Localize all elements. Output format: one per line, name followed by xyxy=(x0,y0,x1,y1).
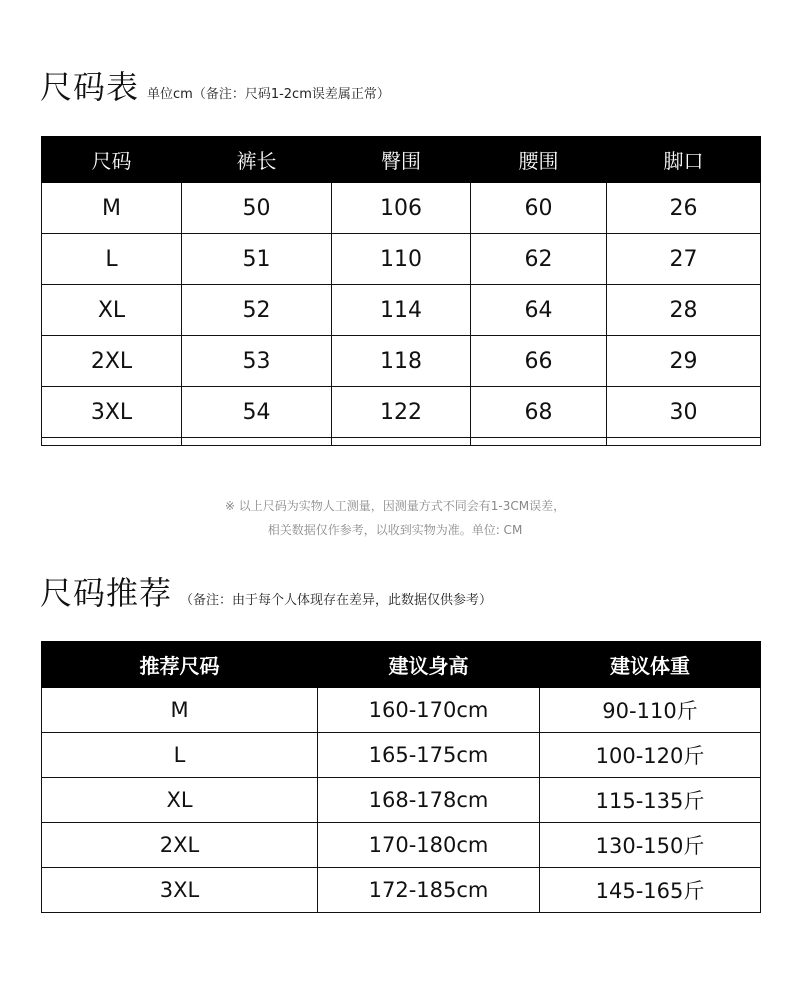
size-chart-header-row xyxy=(42,137,761,183)
size-cell: 3XL xyxy=(42,387,182,438)
hip-cell: 110 xyxy=(332,234,471,285)
suggested-height-cell: 168-178cm xyxy=(318,778,540,823)
table-row xyxy=(42,778,761,823)
suggested-weight-cell: 130-150斤 xyxy=(540,823,761,868)
suggested-weight-cell: 90-110斤 xyxy=(540,688,761,733)
table-row xyxy=(42,234,761,285)
size-cell: L xyxy=(42,234,182,285)
suggested-height-cell: 160-170cm xyxy=(318,688,540,733)
recommendation-title: 尺码推荐 xyxy=(40,574,173,612)
hip-cell: 122 xyxy=(332,387,471,438)
spacer-cell xyxy=(607,438,761,446)
table-row xyxy=(42,387,761,438)
leg-opening-cell: 30 xyxy=(607,387,761,438)
header-waist: 腰围 xyxy=(471,137,607,183)
pants-length-cell: 52 xyxy=(182,285,332,336)
leg-opening-cell: 27 xyxy=(607,234,761,285)
recommended-size-cell: L xyxy=(42,733,318,778)
leg-opening-cell: 28 xyxy=(607,285,761,336)
suggested-weight-cell: 115-135斤 xyxy=(540,778,761,823)
waist-cell: 60 xyxy=(471,183,607,234)
recommended-size-cell: XL xyxy=(42,778,318,823)
table-spacer-row xyxy=(42,438,761,446)
waist-cell: 64 xyxy=(471,285,607,336)
spacer-cell xyxy=(332,438,471,446)
size-cell: M xyxy=(42,183,182,234)
leg-opening-cell: 29 xyxy=(607,336,761,387)
waist-cell: 62 xyxy=(471,234,607,285)
recommendation-header-row xyxy=(42,642,761,688)
suggested-weight-cell: 100-120斤 xyxy=(540,733,761,778)
table-row xyxy=(42,285,761,336)
table-row xyxy=(42,688,761,733)
measurement-note-line1: ※ 以上尺码为实物人工测量，因测量方式不同会有1-3CM误差， xyxy=(224,499,566,513)
hip-cell: 118 xyxy=(332,336,471,387)
recommendation-table xyxy=(41,641,761,913)
spacer-cell xyxy=(182,438,332,446)
header-hip: 臀围 xyxy=(332,137,471,183)
pants-length-cell: 54 xyxy=(182,387,332,438)
header-size: 尺码 xyxy=(42,137,182,183)
waist-cell: 66 xyxy=(471,336,607,387)
table-row xyxy=(42,336,761,387)
pants-length-cell: 53 xyxy=(182,336,332,387)
header-leg-opening: 脚口 xyxy=(607,137,761,183)
recommendation-subtitle: （备注：由于每个人体现存在差异，此数据仅供参考） xyxy=(180,593,493,608)
header-suggested-height: 建议身高 xyxy=(318,642,540,688)
waist-cell: 68 xyxy=(471,387,607,438)
size-chart-table xyxy=(41,136,761,446)
recommended-size-cell: 2XL xyxy=(42,823,318,868)
header-recommended-size: 推荐尺码 xyxy=(42,642,318,688)
table-row xyxy=(42,823,761,868)
table-row xyxy=(42,868,761,913)
header-pants-length: 裤长 xyxy=(182,137,332,183)
recommendation-heading xyxy=(40,568,492,614)
suggested-height-cell: 170-180cm xyxy=(318,823,540,868)
leg-opening-cell: 26 xyxy=(607,183,761,234)
size-cell: 2XL xyxy=(42,336,182,387)
pants-length-cell: 51 xyxy=(182,234,332,285)
spacer-cell xyxy=(471,438,607,446)
recommended-size-cell: M xyxy=(42,688,318,733)
table-row xyxy=(42,733,761,778)
recommended-size-cell: 3XL xyxy=(42,868,318,913)
measurement-note-line2: 相关数据仅作参考，以收到实物为准。单位: CM xyxy=(267,523,523,537)
suggested-height-cell: 165-175cm xyxy=(318,733,540,778)
suggested-weight-cell: 145-165斤 xyxy=(540,868,761,913)
suggested-height-cell: 172-185cm xyxy=(318,868,540,913)
spacer-cell xyxy=(42,438,182,446)
hip-cell: 106 xyxy=(332,183,471,234)
size-chart-subtitle: 单位cm（备注：尺码1-2cm误差属正常） xyxy=(147,87,390,102)
size-chart-title: 尺码表 xyxy=(40,68,140,106)
pants-length-cell: 50 xyxy=(182,183,332,234)
hip-cell: 114 xyxy=(332,285,471,336)
size-cell: XL xyxy=(42,285,182,336)
table-row xyxy=(42,183,761,234)
size-chart-heading xyxy=(40,62,390,108)
header-suggested-weight: 建议体重 xyxy=(540,642,761,688)
